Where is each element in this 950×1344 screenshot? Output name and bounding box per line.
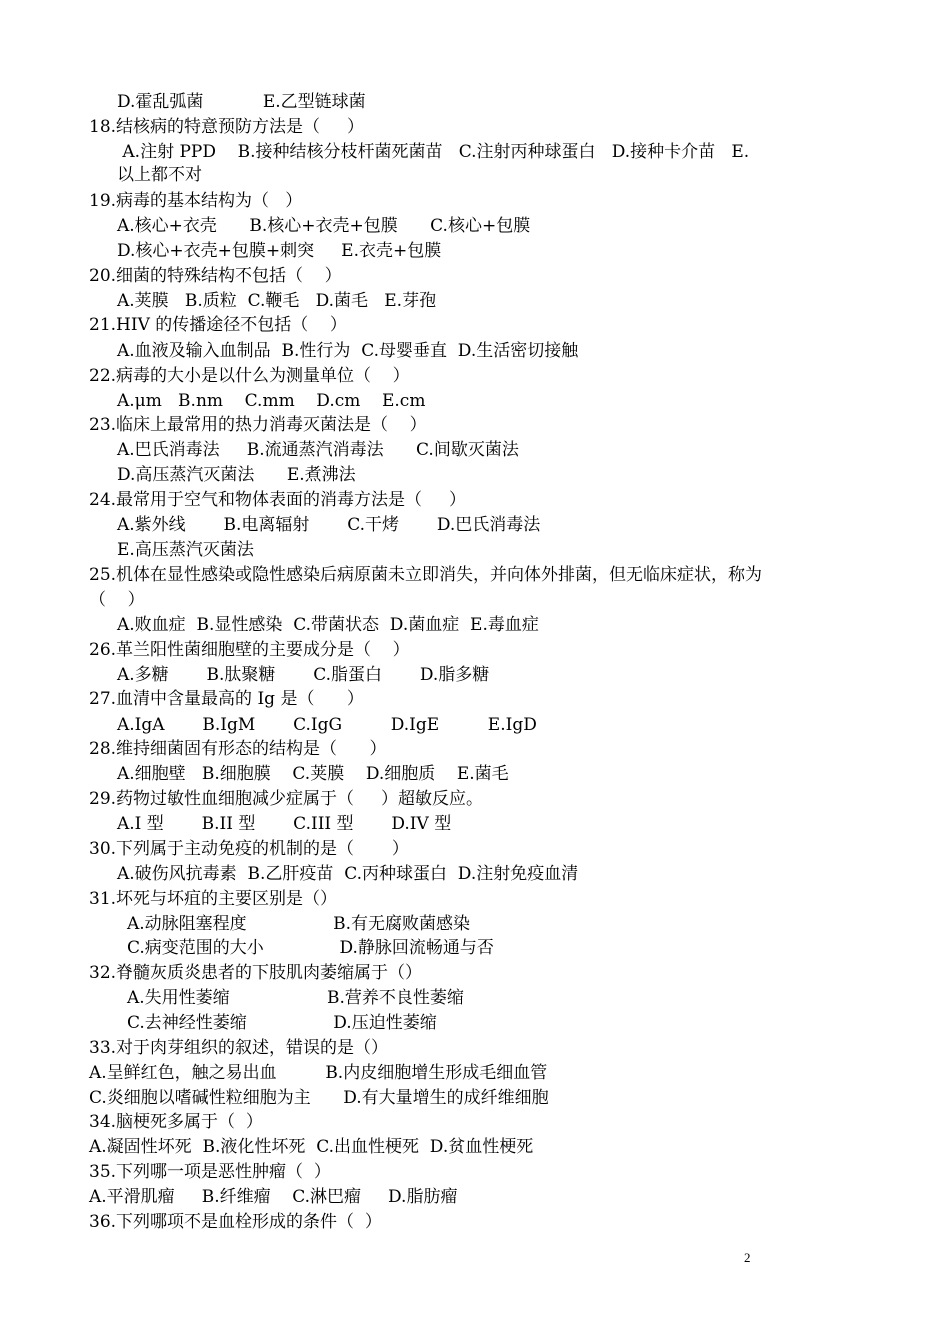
text-line: A.平滑肌瘤 B.纤维瘤 C.淋巴瘤 D.脂肪瘤 [89, 1187, 458, 1207]
text-line: E.高压蒸汽灭菌法 [117, 540, 254, 560]
text-line: A.核心+衣壳 B.核心+衣壳+包膜 C.核心+包膜 [117, 216, 531, 236]
question-19: 19.病毒的基本结构为（ ） [89, 191, 303, 211]
text-line: D.霍乱弧菌 E.乙型链球菌 [117, 92, 366, 112]
text-line: A.荚膜 B.质粒 C.鞭毛 D.菌毛 E.芽孢 [117, 291, 437, 311]
question-29: 29.药物过敏性血细胞减少症属于（ ）超敏反应。 [89, 789, 484, 809]
text-line: A.动脉阻塞程度 B.有无腐败菌感染 [127, 914, 471, 934]
question-26: 26.革兰阳性菌细胞壁的主要成分是（ ） [89, 640, 410, 660]
page-number: 2 [744, 1250, 751, 1265]
text-line: A.巴氏消毒法 B.流通蒸汽消毒法 C.间歇灭菌法 [117, 440, 519, 460]
question-32: 32.脊髓灰质炎患者的下肢肌肉萎缩属于（） [89, 963, 423, 983]
text-line: （ ） [89, 590, 145, 610]
question-28: 28.维持细菌固有形态的结构是（ ） [89, 739, 387, 759]
question-30: 30.下列属于主动免疫的机制的是（ ） [89, 839, 409, 859]
text-line: A.血液及输入血制品 B.性行为 C.母婴垂直 D.生活密切接触 [117, 341, 579, 361]
text-line: C.病变范围的大小 D.静脉回流畅通与否 [127, 938, 494, 958]
text-line: A.注射 PPD B.接种结核分枝杆菌死菌苗 C.注射丙种球蛋白 D.接种卡介苗 E. [117, 142, 750, 162]
question-20: 20.细菌的特殊结构不包括（ ） [89, 266, 342, 286]
question-22: 22.病毒的大小是以什么为测量单位（ ） [89, 366, 410, 386]
text-line: A.IgA B.IgM C.IgG D.IgE E.IgD [117, 715, 537, 735]
question-34: 34.脑梗死多属于（ ） [89, 1112, 263, 1132]
text-line: D.核心+衣壳+包膜+刺突 E.衣壳+包膜 [117, 241, 442, 261]
text-line: A.紫外线 B.电离辐射 C.干烤 D.巴氏消毒法 [117, 515, 541, 535]
question-25: 25.机体在显性感染或隐性感染后病原菌未立即消失，并向体外排菌，但无临床症状，称为 [89, 565, 763, 585]
text-line: C.炎细胞以嗜碱性粒细胞为主 D.有大量增生的成纤维细胞 [89, 1088, 549, 1108]
question-27: 27.血清中含量最高的 Ig 是（ ） [89, 689, 364, 709]
text-line: D.高压蒸汽灭菌法 E.煮沸法 [117, 465, 356, 485]
question-35: 35.下列哪一项是恶性肿瘤（ ） [89, 1162, 331, 1182]
question-36: 36.下列哪项不是血栓形成的条件（ ） [89, 1212, 382, 1232]
text-line: A.多糖 B.肽聚糖 C.脂蛋白 D.脂多糖 [117, 665, 490, 685]
text-line: A.败血症 B.显性感染 C.带菌状态 D.菌血症 E.毒血症 [117, 615, 539, 635]
question-18: 18.结核病的特意预防方法是（ ） [89, 117, 365, 137]
question-33: 33.对于肉芽组织的叙述，错误的是（） [89, 1038, 389, 1058]
text-line: C.去神经性萎缩 D.压迫性萎缩 [127, 1013, 437, 1033]
text-line: A.μm B.nm C.mm D.cm E.cm [117, 391, 426, 411]
text-line: A.破伤风抗毒素 B.乙肝疫苗 C.丙种球蛋白 D.注射免疫血清 [117, 864, 579, 884]
question-31: 31.坏死与坏疽的主要区别是（） [89, 889, 338, 909]
question-24: 24.最常用于空气和物体表面的消毒方法是（ ） [89, 490, 467, 510]
text-line: A.失用性萎缩 B.营养不良性萎缩 [127, 988, 464, 1008]
question-21: 21.HIV 的传播途径不包括（ ） [89, 315, 347, 335]
text-line: A.呈鲜红色，触之易出血 B.内皮细胞增生形成毛细血管 [89, 1063, 548, 1083]
text-line: A.细胞壁 B.细胞膜 C.荚膜 D.细胞质 E.菌毛 [117, 764, 509, 784]
question-23: 23.临床上最常用的热力消毒灭菌法是（ ） [89, 415, 427, 435]
text-line: A.凝固性坏死 B.液化性坏死 C.出血性梗死 D.贫血性梗死 [89, 1137, 534, 1157]
text-line: 以上都不对 [117, 165, 202, 185]
text-line: A.I 型 B.II 型 C.III 型 D.IV 型 [117, 814, 452, 834]
